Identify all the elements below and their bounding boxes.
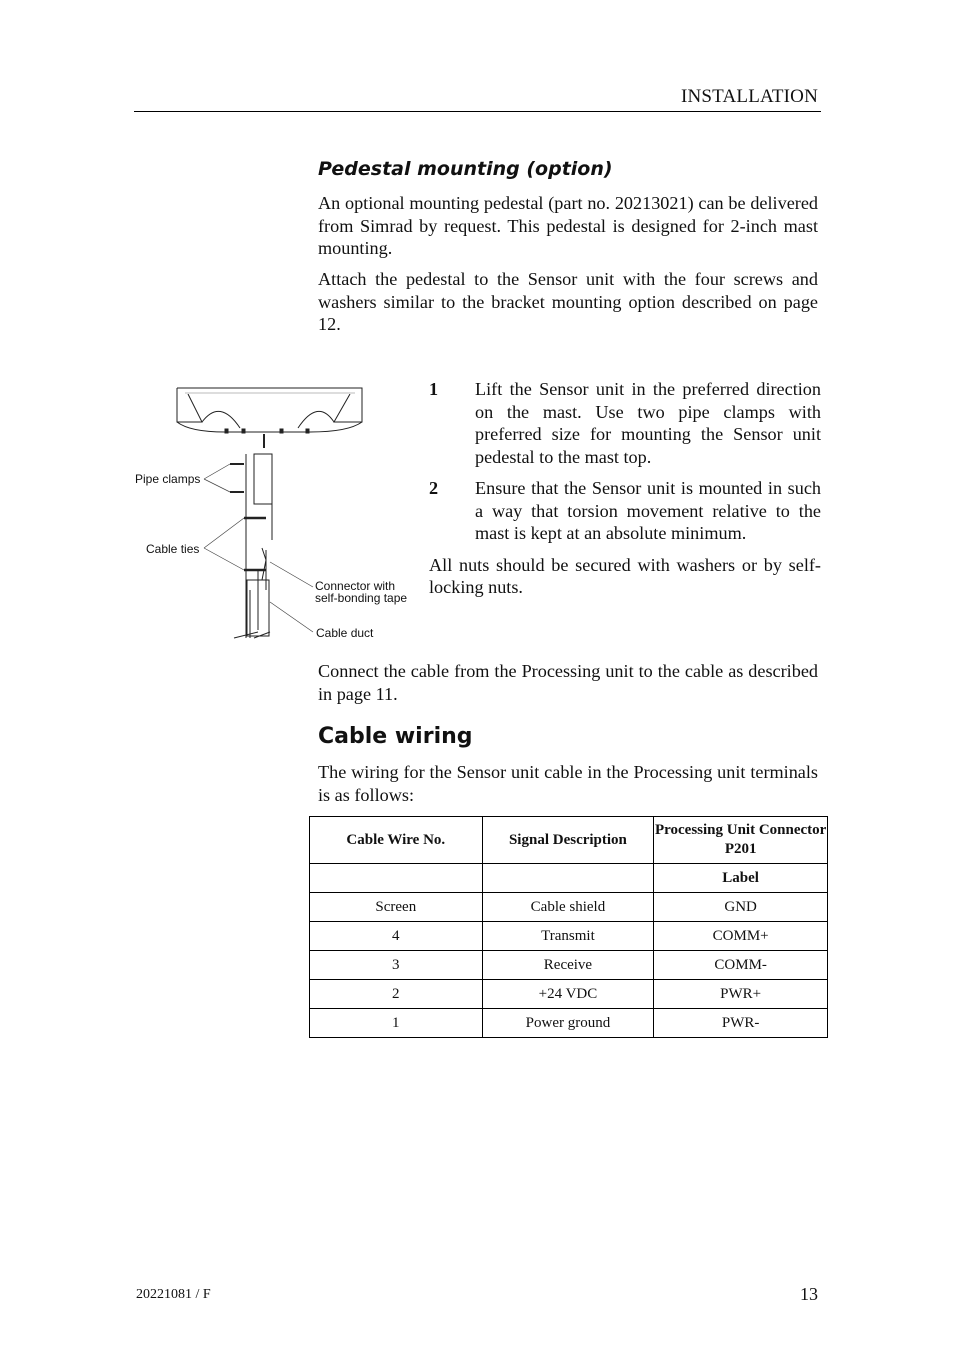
table-cell: Receive	[482, 951, 654, 980]
connector-label-line2: self-bonding tape	[315, 591, 408, 605]
step-number: 1	[429, 379, 439, 399]
pedestal-mounting-figure	[130, 380, 420, 650]
table-row	[310, 893, 828, 922]
table-subheader-row	[310, 864, 828, 893]
step-1	[429, 378, 821, 468]
table-cell: Power ground	[482, 1009, 654, 1038]
sensor-unit-drawing	[177, 388, 362, 448]
table-cell: COMM+	[654, 922, 828, 951]
pedestal-heading: Pedestal mounting (option)	[318, 158, 613, 180]
table-cell: COMM-	[654, 951, 828, 980]
connect-paragraph: Connect the cable from the Processing unit to the cable as described in page 11.	[318, 661, 818, 704]
subheader-cell: Label	[654, 864, 828, 893]
table-row	[310, 1009, 828, 1038]
table-cell: PWR+	[654, 980, 828, 1009]
table-cell: Cable shield	[482, 893, 654, 922]
connector-label-line1: Connector with	[315, 579, 396, 593]
table-cell: 2	[310, 980, 483, 1009]
table-row	[310, 922, 828, 951]
table-cell: Screen	[310, 893, 483, 922]
cable-wiring-heading: Cable wiring	[318, 724, 473, 749]
cable-wiring-intro: The wiring for the Sensor unit cable in the Processing unit terminals is as follows:	[318, 762, 818, 805]
table-cell: +24 VDC	[482, 980, 654, 1009]
subheader-cell	[310, 864, 483, 893]
table-row	[310, 951, 828, 980]
pedestal-paragraph-2: Attach the pedestal to the Sensor unit with the four screws and washers similar to the bracket mounting option described on page 12.	[318, 269, 818, 334]
cable-ties-label: Cable ties	[146, 542, 200, 556]
table-header-row	[310, 817, 828, 864]
table-cell: GND	[654, 893, 828, 922]
step-text: Ensure that the Sensor unit is mounted in such a way that torsion movement relative to the mast is kept at an absolute minimum.	[475, 478, 821, 543]
running-header: INSTALLATION	[680, 86, 818, 107]
column-header: Cable Wire No.	[310, 817, 483, 864]
column-header: Processing Unit Connector P201	[654, 817, 828, 864]
table-row	[310, 980, 828, 1009]
subheader-cell	[482, 864, 654, 893]
column-header: Signal Description	[482, 817, 654, 864]
pedestal-paragraph-1: An optional mounting pedestal (part no. 20213021) can be delivered from Simrad by request. This pedestal is designed for 2-inch mast mounting.	[318, 193, 818, 258]
mast-drawing	[230, 454, 272, 638]
nuts-note: All nuts should be secured with washers or by self-locking nuts.	[429, 554, 821, 597]
page-number: 13	[800, 1284, 818, 1304]
pipe-clamps-label: Pipe clamps	[135, 472, 201, 486]
step-number: 2	[429, 478, 439, 498]
mounting-steps	[429, 378, 821, 599]
document-id: 20221081 / F	[136, 1287, 211, 1302]
table-cell: PWR-	[654, 1009, 828, 1038]
step-2	[429, 477, 821, 545]
step-text: Lift the Sensor unit in the preferred direction on the mast. Use two pipe clamps with preferred size for mounting the Sensor unit pedestal to the mast top.	[475, 379, 821, 467]
table-cell: 1	[310, 1009, 483, 1038]
header-rule	[134, 111, 821, 112]
table-cell: Transmit	[482, 922, 654, 951]
table-cell: 4	[310, 922, 483, 951]
cable-duct-label: Cable duct	[316, 626, 374, 640]
wiring-table	[309, 816, 828, 1038]
table-cell: 3	[310, 951, 483, 980]
